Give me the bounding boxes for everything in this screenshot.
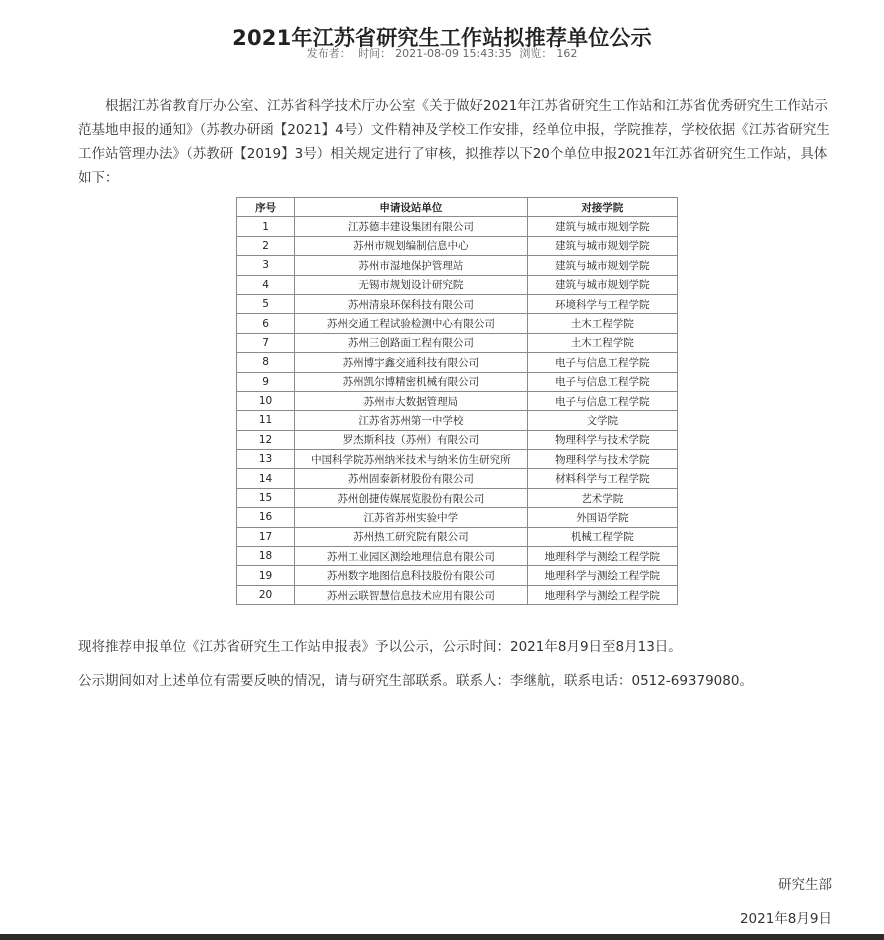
cell-unit: 苏州创捷传媒展览股份有限公司 bbox=[295, 488, 528, 507]
cell-unit: 苏州数字地图信息科技股份有限公司 bbox=[295, 566, 528, 585]
cell-index: 10 bbox=[237, 391, 295, 410]
cell-college: 环境科学与工程学院 bbox=[527, 294, 677, 313]
cell-unit: 江苏省苏州第一中学校 bbox=[295, 411, 528, 430]
cell-unit: 苏州博宇鑫交通科技有限公司 bbox=[295, 353, 528, 372]
cell-college: 电子与信息工程学院 bbox=[527, 353, 677, 372]
article-meta bbox=[0, 45, 884, 61]
cell-index: 4 bbox=[237, 275, 295, 294]
table-row bbox=[237, 236, 678, 255]
table-row bbox=[237, 294, 678, 313]
cell-index: 8 bbox=[237, 353, 295, 372]
table-header-row bbox=[237, 198, 678, 217]
cell-index: 11 bbox=[237, 411, 295, 430]
cell-unit: 苏州热工研究院有限公司 bbox=[295, 527, 528, 546]
publisher-label: 发布者： bbox=[306, 47, 351, 60]
cell-unit: 江苏省苏州实验中学 bbox=[295, 508, 528, 527]
cell-college: 土木工程学院 bbox=[527, 333, 677, 352]
column-header-unit: 申请设站单位 bbox=[295, 198, 528, 217]
table-row bbox=[237, 430, 678, 449]
cell-unit: 罗杰斯科技（苏州）有限公司 bbox=[295, 430, 528, 449]
cell-index: 20 bbox=[237, 585, 295, 604]
table-row bbox=[237, 585, 678, 604]
table-row bbox=[237, 488, 678, 507]
recommended-units-table bbox=[236, 197, 678, 605]
cell-unit: 江苏德丰建设集团有限公司 bbox=[295, 217, 528, 236]
table-row bbox=[237, 372, 678, 391]
cell-unit: 苏州市大数据管理局 bbox=[295, 391, 528, 410]
time-label: 时间： bbox=[358, 47, 392, 60]
signature-date: 2021年8月9日 bbox=[739, 911, 832, 927]
cell-index: 2 bbox=[237, 236, 295, 255]
cell-index: 13 bbox=[237, 450, 295, 469]
cell-unit: 苏州工业园区测绘地理信息有限公司 bbox=[295, 547, 528, 566]
table-row bbox=[237, 314, 678, 333]
cell-index: 19 bbox=[237, 566, 295, 585]
column-header-index: 序号 bbox=[237, 198, 295, 217]
cell-college: 物理科学与技术学院 bbox=[527, 430, 677, 449]
notice-paragraph: 现将推荐申报单位《江苏省研究生工作站申报表》予以公示，公示时间：2021年8月9日至8月13日。 bbox=[78, 639, 682, 655]
table-row bbox=[237, 566, 678, 585]
cell-unit: 苏州市湿地保护管理站 bbox=[295, 256, 528, 275]
time-value: 2021-08-09 15:43:35 bbox=[395, 47, 512, 60]
contact-paragraph: 公示期间如对上述单位有需要反映的情况，请与研究生部联系。联系人：李继航，联系电话：0512-69379080。 bbox=[78, 673, 753, 689]
cell-index: 1 bbox=[237, 217, 295, 236]
cell-unit: 苏州市规划编制信息中心 bbox=[295, 236, 528, 255]
cell-index: 17 bbox=[237, 527, 295, 546]
table-row bbox=[237, 391, 678, 410]
cell-unit: 苏州三创路面工程有限公司 bbox=[295, 333, 528, 352]
cell-college: 地理科学与测绘工程学院 bbox=[527, 547, 677, 566]
cell-college: 建筑与城市规划学院 bbox=[527, 256, 677, 275]
page-title: 2021年江苏省研究生工作站拟推荐单位公示 bbox=[232, 26, 652, 51]
cell-college: 建筑与城市规划学院 bbox=[527, 236, 677, 255]
cell-college: 材料科学与工程学院 bbox=[527, 469, 677, 488]
views-label: 浏览： bbox=[519, 47, 553, 60]
table-row bbox=[237, 256, 678, 275]
cell-unit: 苏州云联智慧信息技术应用有限公司 bbox=[295, 585, 528, 604]
table-row bbox=[237, 527, 678, 546]
cell-college: 外国语学院 bbox=[527, 508, 677, 527]
cell-index: 15 bbox=[237, 488, 295, 507]
cell-college: 地理科学与测绘工程学院 bbox=[527, 566, 677, 585]
cell-unit: 无锡市规划设计研究院 bbox=[295, 275, 528, 294]
cell-index: 14 bbox=[237, 469, 295, 488]
cell-index: 3 bbox=[237, 256, 295, 275]
bottom-bar bbox=[0, 934, 884, 940]
table-row bbox=[237, 217, 678, 236]
cell-college: 建筑与城市规划学院 bbox=[527, 217, 677, 236]
cell-unit: 苏州凯尔博精密机械有限公司 bbox=[295, 372, 528, 391]
cell-index: 9 bbox=[237, 372, 295, 391]
cell-college: 电子与信息工程学院 bbox=[527, 391, 677, 410]
views-count: 162 bbox=[556, 47, 578, 60]
cell-college: 机械工程学院 bbox=[527, 527, 677, 546]
cell-unit: 中国科学院苏州纳米技术与纳米仿生研究所 bbox=[295, 450, 528, 469]
intro-text: 根据江苏省教育厅办公室、江苏省科学技术厅办公室《关于做好2021年江苏省研究生工作站和江苏省优秀研究生工作站示范基地申报的通知》（苏教办研函【2021】4号）文件精神及学校工作安排，经单位申报，学院推荐，学校依据《江苏省研究生工作站管理办法》（苏教研【2019】3号）相关规定进行了审核，拟推荐以下20个单位申报2021年江苏省研究生工作站，具体如下： bbox=[78, 98, 830, 186]
cell-unit: 苏州固泰新材股份有限公司 bbox=[295, 469, 528, 488]
cell-college: 电子与信息工程学院 bbox=[527, 372, 677, 391]
table-row bbox=[237, 450, 678, 469]
cell-college: 地理科学与测绘工程学院 bbox=[527, 585, 677, 604]
cell-college: 土木工程学院 bbox=[527, 314, 677, 333]
table-row bbox=[237, 508, 678, 527]
cell-index: 16 bbox=[237, 508, 295, 527]
table-row bbox=[237, 547, 678, 566]
table-row bbox=[237, 469, 678, 488]
cell-unit: 苏州清泉环保科技有限公司 bbox=[295, 294, 528, 313]
table-body bbox=[237, 217, 678, 605]
table-row bbox=[237, 411, 678, 430]
cell-index: 12 bbox=[237, 430, 295, 449]
cell-index: 5 bbox=[237, 294, 295, 313]
cell-index: 7 bbox=[237, 333, 295, 352]
cell-college: 艺术学院 bbox=[527, 488, 677, 507]
cell-index: 18 bbox=[237, 547, 295, 566]
cell-college: 文学院 bbox=[527, 411, 677, 430]
cell-unit: 苏州交通工程试验检测中心有限公司 bbox=[295, 314, 528, 333]
cell-index: 6 bbox=[237, 314, 295, 333]
cell-college: 建筑与城市规划学院 bbox=[527, 275, 677, 294]
table-row bbox=[237, 275, 678, 294]
table-row bbox=[237, 333, 678, 352]
intro-paragraph bbox=[78, 94, 840, 190]
table-row bbox=[237, 353, 678, 372]
signature-department: 研究生部 bbox=[778, 877, 832, 893]
column-header-college: 对接学院 bbox=[527, 198, 677, 217]
cell-college: 物理科学与技术学院 bbox=[527, 450, 677, 469]
